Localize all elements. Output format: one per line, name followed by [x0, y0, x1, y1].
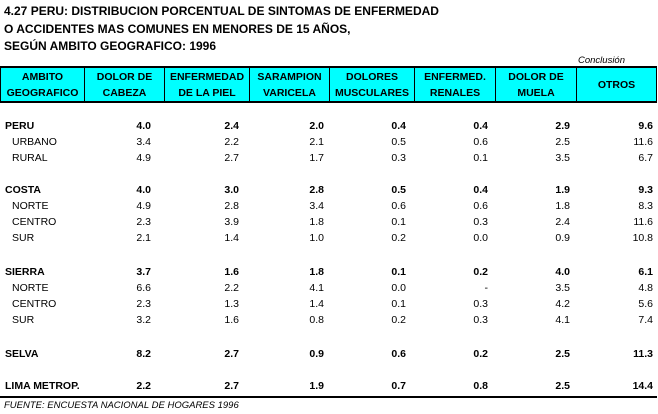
table-row: [0, 150, 657, 166]
row-label: SELVA: [5, 348, 39, 360]
row-value: -: [484, 282, 488, 294]
table-row: [0, 118, 657, 134]
row-value: 0.1: [391, 298, 406, 310]
table-row: [0, 182, 657, 198]
header-line: MUSCULARES: [334, 86, 410, 99]
row-value: 2.1: [136, 232, 151, 244]
row-value: 2.1: [309, 136, 324, 148]
header-enfermed-renales: [415, 68, 496, 101]
row-value: 1.9: [555, 184, 570, 196]
row-value: 3.5: [555, 152, 570, 164]
header-line: GEOGRAFICO: [6, 86, 79, 99]
row-value: 4.0: [555, 266, 570, 278]
row-value: 8.2: [136, 348, 151, 360]
row-value: 0.6: [391, 200, 406, 212]
row-value: 2.2: [136, 380, 151, 392]
table-row: [0, 296, 657, 312]
header-line: AMBITO: [21, 70, 64, 83]
row-label: CENTRO: [12, 216, 57, 228]
row-value: 0.8: [473, 380, 488, 392]
row-value: 6.7: [638, 152, 653, 164]
row-value: 2.9: [555, 120, 570, 132]
row-value: 2.4: [224, 120, 239, 132]
row-value: 1.3: [224, 298, 239, 310]
row-value: 1.4: [224, 232, 239, 244]
row-value: 0.2: [391, 314, 406, 326]
row-value: 4.0: [136, 120, 151, 132]
row-value: 2.2: [224, 282, 239, 294]
row-value: 0.3: [473, 216, 488, 228]
header-line: DOLORES: [346, 70, 398, 83]
row-value: 11.3: [633, 348, 653, 360]
row-value: 5.6: [638, 298, 653, 310]
title-line-2: O ACCIDENTES MAS COMUNES EN MENORES DE 15 AÑOS,: [4, 21, 351, 36]
row-value: 0.9: [555, 232, 570, 244]
row-value: 4.9: [136, 200, 151, 212]
row-value: 2.8: [309, 184, 324, 196]
header-line: OTROS: [597, 78, 636, 91]
row-label: COSTA: [5, 184, 41, 196]
row-value: 0.1: [391, 216, 406, 228]
row-value: 0.7: [391, 380, 406, 392]
table-row: [0, 198, 657, 214]
row-value: 1.7: [309, 152, 324, 164]
row-value: 6.6: [136, 282, 151, 294]
row-value: 1.4: [309, 298, 324, 310]
row-value: 1.0: [309, 232, 324, 244]
header-line: ENFERMEDAD: [169, 70, 245, 83]
header-line: VARICELA: [263, 86, 316, 99]
table-header: [0, 66, 657, 103]
row-label: SUR: [12, 314, 35, 326]
row-value: 11.6: [633, 216, 653, 228]
row-label: SIERRA: [5, 266, 45, 278]
row-value: 0.4: [391, 120, 406, 132]
row-value: 1.6: [224, 266, 239, 278]
row-value: 1.9: [309, 380, 324, 392]
header-ambito: [0, 68, 85, 101]
header-line: MUELA: [517, 86, 555, 99]
row-label: SUR: [12, 232, 35, 244]
row-value: 3.2: [136, 314, 151, 326]
row-value: 0.8: [309, 314, 324, 326]
row-value: 0.2: [391, 232, 406, 244]
header-dolores-musculares: [330, 68, 415, 101]
row-value: 2.5: [555, 348, 570, 360]
table-row: [0, 230, 657, 246]
row-value: 3.4: [136, 136, 151, 148]
row-value: 0.6: [391, 348, 406, 360]
row-value: 2.3: [136, 216, 151, 228]
row-label: LIMA METROP.: [5, 380, 80, 392]
row-value: 0.3: [391, 152, 406, 164]
header-line: DOLOR DE: [96, 70, 153, 83]
row-value: 0.6: [473, 136, 488, 148]
row-label: RURAL: [12, 152, 48, 164]
row-value: 0.5: [391, 184, 406, 196]
row-value: 2.2: [224, 136, 239, 148]
row-value: 4.1: [309, 282, 324, 294]
table-row: [0, 378, 657, 394]
row-value: 0.1: [391, 266, 406, 278]
row-value: 0.4: [473, 184, 488, 196]
table-row: [0, 312, 657, 328]
header-enfermedad-piel: [165, 68, 250, 101]
row-value: 9.6: [638, 120, 653, 132]
row-label: NORTE: [12, 200, 49, 212]
row-value: 6.1: [638, 266, 653, 278]
row-value: 2.7: [224, 380, 239, 392]
table-row: [0, 214, 657, 230]
row-value: 0.3: [473, 298, 488, 310]
row-value: 2.5: [555, 136, 570, 148]
row-value: 9.3: [638, 184, 653, 196]
row-value: 1.8: [309, 266, 324, 278]
row-value: 0.6: [473, 200, 488, 212]
header-dolor-cabeza: [85, 68, 165, 101]
row-value: 0.0: [473, 232, 488, 244]
row-value: 2.5: [555, 380, 570, 392]
table-row: [0, 280, 657, 296]
row-value: 0.5: [391, 136, 406, 148]
header-sarampion: [250, 68, 330, 101]
header-line: DE LA PIEL: [178, 86, 236, 99]
row-value: 0.4: [473, 120, 488, 132]
header-line: CABEZA: [102, 86, 147, 99]
row-value: 3.9: [224, 216, 239, 228]
row-value: 4.2: [555, 298, 570, 310]
title-line-3: SEGÚN AMBITO GEOGRAFICO: 1996: [4, 39, 217, 53]
row-value: 3.4: [309, 200, 324, 212]
row-value: 8.3: [638, 200, 653, 212]
row-label: URBANO: [12, 136, 57, 148]
row-value: 4.9: [136, 152, 151, 164]
row-value: 2.8: [224, 200, 239, 212]
row-label: CENTRO: [12, 298, 57, 310]
row-value: 11.6: [633, 136, 653, 148]
table-row: [0, 346, 657, 362]
row-value: 1.8: [309, 216, 324, 228]
row-value: 3.0: [224, 184, 239, 196]
header-line: ENFERMED.: [424, 70, 486, 83]
row-value: 4.0: [136, 184, 151, 196]
header-dolor-muela: [496, 68, 577, 101]
row-value: 2.7: [224, 152, 239, 164]
row-value: 10.8: [632, 232, 653, 244]
table-row: [0, 134, 657, 150]
row-label: PERU: [5, 120, 35, 132]
source-note: FUENTE: ENCUESTA NACIONAL DE HOGARES 1996: [4, 400, 239, 411]
row-value: 1.8: [555, 200, 570, 212]
row-value: 2.7: [224, 348, 239, 360]
row-label: NORTE: [12, 282, 49, 294]
row-value: 3.7: [136, 266, 151, 278]
row-value: 2.0: [309, 120, 324, 132]
header-line: SARAMPION: [257, 70, 322, 83]
row-value: 0.3: [473, 314, 488, 326]
row-value: 0.2: [473, 348, 488, 360]
conclusion-note: Conclusión: [578, 55, 625, 66]
row-value: 2.4: [555, 216, 570, 228]
row-value: 4.8: [638, 282, 653, 294]
header-line: DOLOR DE: [508, 70, 564, 83]
row-value: 3.5: [555, 282, 570, 294]
row-value: 4.1: [555, 314, 570, 326]
table-row: [0, 264, 657, 280]
header-line: RENALES: [429, 86, 481, 99]
header-otros: [577, 68, 657, 101]
row-value: 14.4: [632, 380, 653, 392]
row-value: 2.3: [136, 298, 151, 310]
title-line-1: 4.27 PERU: DISTRIBUCION PORCENTUAL DE SINTOMAS DE ENFERMEDAD: [4, 4, 439, 18]
table-bottom-rule: [0, 396, 657, 398]
row-value: 7.4: [638, 314, 653, 326]
row-value: 0.2: [473, 266, 488, 278]
row-value: 0.1: [473, 152, 488, 164]
row-value: 1.6: [224, 314, 239, 326]
row-value: 0.0: [391, 282, 406, 294]
row-value: 0.9: [309, 348, 324, 360]
table-title: [4, 3, 439, 56]
